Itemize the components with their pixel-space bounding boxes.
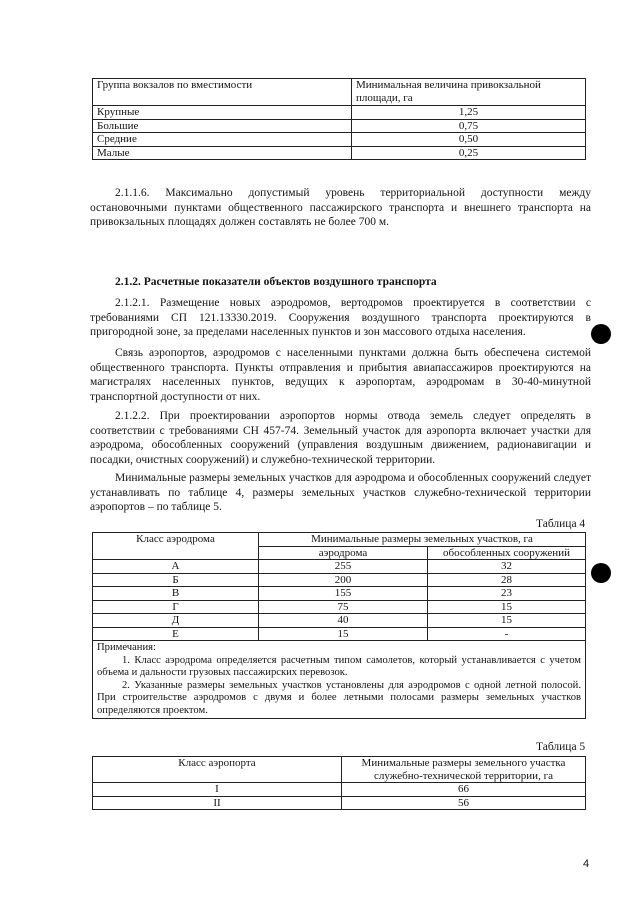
table-cell: - [428, 627, 586, 641]
table-cell: 56 [342, 796, 586, 810]
table-cell: 255 [259, 560, 428, 574]
table-cell: 0,50 [352, 133, 586, 147]
table-header-cell: Минимальные размеры земельных участков, га [259, 533, 586, 547]
table-cell: 40 [259, 614, 428, 628]
station-groups-table [92, 78, 586, 160]
table-header-cell: аэродрома [259, 546, 428, 560]
note-1: 1. Класс аэродрома определяется расчетным типом самолетов, который устанавливается с учетом объема и дальности грузовых пассажирских перевозок. [97, 654, 581, 678]
table-cell: 0,25 [352, 146, 586, 160]
table-cell: Средние [93, 133, 352, 147]
paragraph-2-1-2-2: 2.1.2.2. При проектировании аэропортов нормы отвода земель следует определять в соответствии с требованиями СН 457-74. Земельный участок для аэропорта включает участки для аэродрома, обособленных сооружений (управления воздушным движением, радионавигации и посадки, очистных сооружений) и служебно-технической территории. [90, 410, 591, 466]
table-row [93, 796, 586, 810]
table-cell: Большие [93, 119, 352, 133]
table-cell: 1,25 [352, 106, 586, 120]
table-header-row [93, 79, 586, 106]
table-cell: 66 [342, 783, 586, 797]
note-2: 2. Указанные размеры земельных участков установлены для аэродромов с одной летной полосой. При строительстве аэродромов с двумя и более летными полосами размеры земельных участков определяются проектом. [97, 679, 581, 716]
table-cell: 28 [428, 573, 586, 587]
notes-title: Примечания: [97, 642, 156, 653]
table-cell: 75 [259, 600, 428, 614]
table-notes [93, 641, 586, 719]
table-header-row [93, 533, 586, 547]
table-cell: 15 [259, 627, 428, 641]
table-notes-row [93, 641, 586, 719]
table-cell: Б [93, 573, 259, 587]
table-row [93, 573, 586, 587]
table-cell: Малые [93, 146, 352, 160]
table-header-cell: Класс аэропорта [93, 757, 342, 783]
table-cell: 0,75 [352, 119, 586, 133]
table-row [93, 146, 586, 160]
table-row [93, 614, 586, 628]
table-cell: А [93, 560, 259, 574]
table-header-cell: Минимальная величина привокзальной площади, га [352, 79, 586, 106]
table-cell: Е [93, 627, 259, 641]
table-row [93, 627, 586, 641]
table-cell: I [93, 783, 342, 797]
table-row [93, 587, 586, 601]
paragraph-2-1-1-6: 2.1.1.6. Максимально допустимый уровень территориальной доступности между остановочными пунктами общественного пассажирского транспорта и внешнего транспорта на привокзальных площадях должен составлять не более 700 м. [90, 187, 591, 228]
hole-punch-mark [591, 563, 611, 583]
table-cell: 15 [428, 600, 586, 614]
table-row [93, 783, 586, 797]
section-heading: 2.1.2. Расчетные показатели объектов воздушного транспорта [115, 276, 437, 288]
table-row [93, 133, 586, 147]
table5-caption: Таблица 5 [536, 741, 586, 753]
table-cell: Г [93, 600, 259, 614]
table-header-cell: Группа вокзалов по вместимости [93, 79, 352, 106]
paragraph-min-sizes: Минимальные размеры земельных участков для аэродрома и обособленных сооружений следует устанавливать по таблице 4, размеры земельных участков служебно-технической территории аэропортов – по таблице 5. [90, 472, 591, 513]
table-cell: II [93, 796, 342, 810]
table-cell: 155 [259, 587, 428, 601]
table-cell: 15 [428, 614, 586, 628]
table-cell: 23 [428, 587, 586, 601]
table-row [93, 119, 586, 133]
airport-table [92, 756, 586, 810]
table-cell: 32 [428, 560, 586, 574]
table-cell: В [93, 587, 259, 601]
hole-punch-mark [591, 324, 611, 344]
table-cell: 200 [259, 573, 428, 587]
table4-caption: Таблица 4 [536, 518, 586, 530]
page-number: 4 [583, 858, 590, 870]
table-header-cell: обособленных сооружений [428, 546, 586, 560]
table-row [93, 560, 586, 574]
table-cell: Крупные [93, 106, 352, 120]
table-cell: Д [93, 614, 259, 628]
table-row [93, 106, 586, 120]
table-header-row [93, 757, 586, 783]
table-row [93, 600, 586, 614]
paragraph-2-1-2-1: 2.1.2.1. Размещение новых аэродромов, вертодромов проектируется в соответствии с требованиями СП 121.13330.2019. Сооружения воздушного транспорта проектируются в пригородной зоне, за пределами населенных пунктов и зон массового отдыха населения. [90, 297, 591, 338]
table-header-cell: Класс аэродрома [93, 533, 259, 560]
aerodrome-table [92, 532, 586, 719]
paragraph-airport-link: Связь аэропортов, аэродромов с населенными пунктами должна быть обеспечена системой общественного транспорта. Пункты отправления и прибытия авиапассажиров проектируются на магистралях населенных пунктов, ведущих к аэропортам, аэродромам в 30-40-минутной транспортной доступности от них. [90, 347, 591, 403]
table-header-cell: Минимальные размеры земельного участка служебно-технической территории, га [342, 757, 586, 783]
